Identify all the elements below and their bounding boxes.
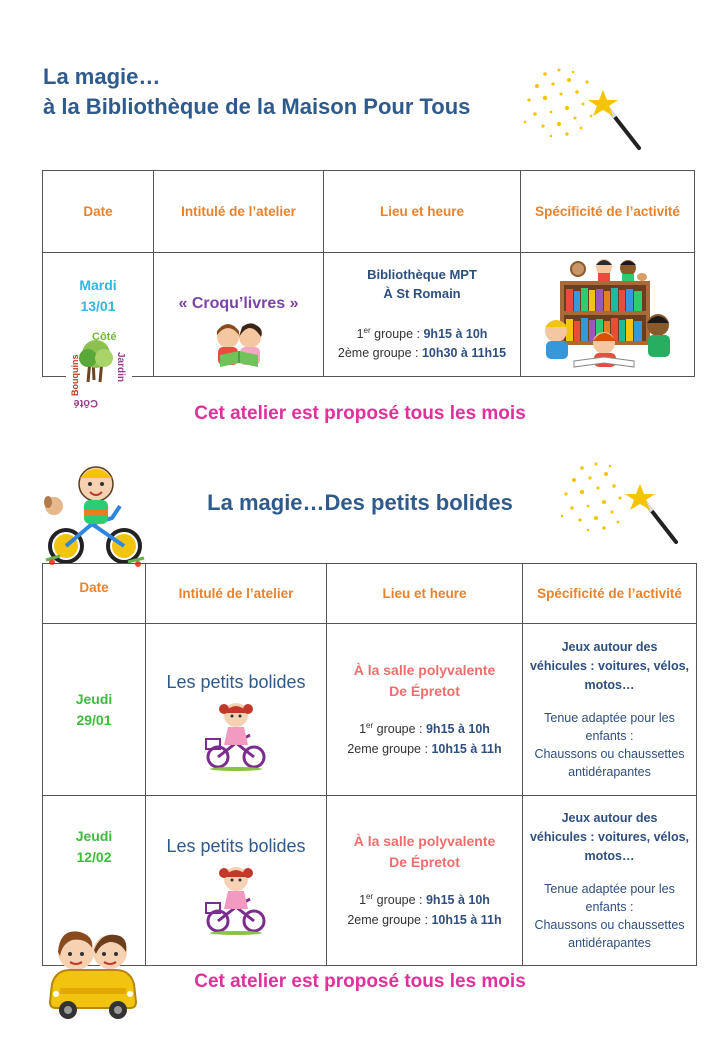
logo-middle-text: Jardin xyxy=(115,352,126,383)
atelier-name: « Croqu’livres » xyxy=(178,295,299,312)
atelier-name: Les petits bolides xyxy=(166,836,306,856)
header-spec: Spécificité de l’activité xyxy=(523,564,697,624)
spec-bold-line3: motos… xyxy=(584,678,635,692)
spec-plain-line3: Chaussons ou chaussettes xyxy=(534,747,685,761)
group1-label: groupe : xyxy=(373,893,426,908)
spec-plain-line4: antidérapantes xyxy=(568,765,651,779)
spec-plain-line1: Tenue adaptée pour les xyxy=(544,882,675,896)
group1-line xyxy=(331,716,518,739)
lieu-line1: Bibliothèque MPT xyxy=(367,267,477,282)
section1-table xyxy=(42,170,695,377)
group2-time: 10h15 à 11h xyxy=(431,741,502,756)
magic-wand-icon xyxy=(515,62,645,154)
section1-note: Cet atelier est proposé tous les mois xyxy=(194,403,526,424)
group1-prefix: 1 xyxy=(359,893,367,908)
group1-label: groupe : xyxy=(370,327,424,342)
section1-title-line1: La magie… xyxy=(43,64,161,89)
section1-title-line2: à la Bibliothèque de la Maison Pour Tous xyxy=(43,94,471,119)
atelier-cell xyxy=(146,624,327,796)
header-date: Date xyxy=(43,171,154,253)
atelier-cell xyxy=(146,796,327,966)
group1-label: groupe : xyxy=(373,722,426,737)
atelier-cell xyxy=(154,253,324,377)
date-value: 29/01 xyxy=(76,711,112,728)
group2-line xyxy=(328,344,516,363)
magic-wand-icon xyxy=(552,456,682,548)
date-day: Jeudi xyxy=(75,828,113,844)
date-day: Mardi xyxy=(79,277,117,293)
table-row xyxy=(43,253,695,377)
group1-prefix: 1 xyxy=(356,327,364,342)
group2-time: 10h15 à 11h xyxy=(431,912,502,927)
spec-bold-line2: véhicules : voitures, vélos, xyxy=(529,830,690,844)
spec-cell xyxy=(521,253,695,377)
group1-line xyxy=(331,887,518,910)
lieu-cell xyxy=(327,624,523,796)
spec-cell xyxy=(523,796,697,966)
date-cell xyxy=(43,624,146,796)
group2-line xyxy=(331,740,518,759)
spec-bold-line3: motos… xyxy=(584,849,635,863)
group1-sup: er xyxy=(363,326,371,335)
header-lieu: Lieu et heure xyxy=(327,564,523,624)
spec-plain-line3: Chaussons ou chaussettes xyxy=(534,918,685,932)
header-atelier: Intitulé de l’atelier xyxy=(146,564,327,624)
bookshelf-kids-icon xyxy=(538,253,678,371)
header-spec: Spécificité de l’activité xyxy=(521,171,695,253)
section2-title: La magie…Des petits bolides xyxy=(207,490,513,515)
section2-table xyxy=(42,563,697,966)
lieu-line2: À St Romain xyxy=(383,286,461,301)
table-header-row xyxy=(43,564,697,624)
spec-plain-line2: enfants : xyxy=(585,729,634,743)
date-value: 13/01 xyxy=(80,298,116,314)
spec-bold-line1: Jeux autour des xyxy=(561,811,658,825)
lieu-line2: De Épretot xyxy=(389,854,460,871)
logo-bottom-text: Côté xyxy=(73,397,98,409)
date-value: 12/02 xyxy=(76,849,112,865)
group2-label: 2ème groupe : xyxy=(337,346,422,361)
group2-label: 2eme groupe : xyxy=(347,741,432,756)
group1-prefix: 1 xyxy=(359,722,367,737)
date-day: Jeudi xyxy=(75,690,113,707)
table-row xyxy=(43,796,697,966)
tricycle-girl-icon xyxy=(204,863,268,935)
group1-sup: er xyxy=(366,721,374,731)
spec-plain-line4: antidérapantes xyxy=(568,936,651,950)
atelier-name: Les petits bolides xyxy=(166,672,306,692)
group2-line xyxy=(331,911,518,930)
spec-plain-line2: enfants : xyxy=(585,900,634,914)
reading-kids-icon xyxy=(206,319,272,371)
logo-side-text: Bouquins xyxy=(70,354,80,396)
lieu-line1: À la salle polyvalente xyxy=(353,833,496,850)
table-row xyxy=(43,624,697,796)
group1-time: 9h15 à 10h xyxy=(425,893,490,908)
group2-time: 10h30 à 11h15 xyxy=(421,346,507,361)
lieu-cell xyxy=(327,796,523,966)
spec-bold-line1: Jeux autour des xyxy=(561,640,658,654)
table-header-row xyxy=(43,171,695,253)
spec-cell xyxy=(523,624,697,796)
lieu-line2: De Épretot xyxy=(389,683,460,700)
spec-bold-line2: véhicules : voitures, vélos, xyxy=(529,659,690,673)
header-atelier: Intitulé de l’atelier xyxy=(154,171,324,253)
group1-sup: er xyxy=(366,892,374,902)
group1-line xyxy=(328,321,516,344)
section1-title xyxy=(43,62,470,122)
spec-plain-line1: Tenue adaptée pour les xyxy=(544,711,675,725)
group2-label: 2eme groupe : xyxy=(347,912,432,927)
section2-note: Cet atelier est proposé tous les mois xyxy=(194,971,526,992)
logo-top-text: Côté xyxy=(92,331,117,343)
lieu-cell xyxy=(324,253,521,377)
cote-jardin-logo-icon xyxy=(66,330,132,409)
group1-time: 9h15 à 10h xyxy=(425,722,490,737)
header-date: Date xyxy=(43,564,146,624)
tricycle-girl-icon xyxy=(204,699,268,771)
lieu-line1: À la salle polyvalente xyxy=(353,662,496,679)
group1-time: 9h15 à 10h xyxy=(423,327,488,342)
header-lieu: Lieu et heure xyxy=(324,171,521,253)
